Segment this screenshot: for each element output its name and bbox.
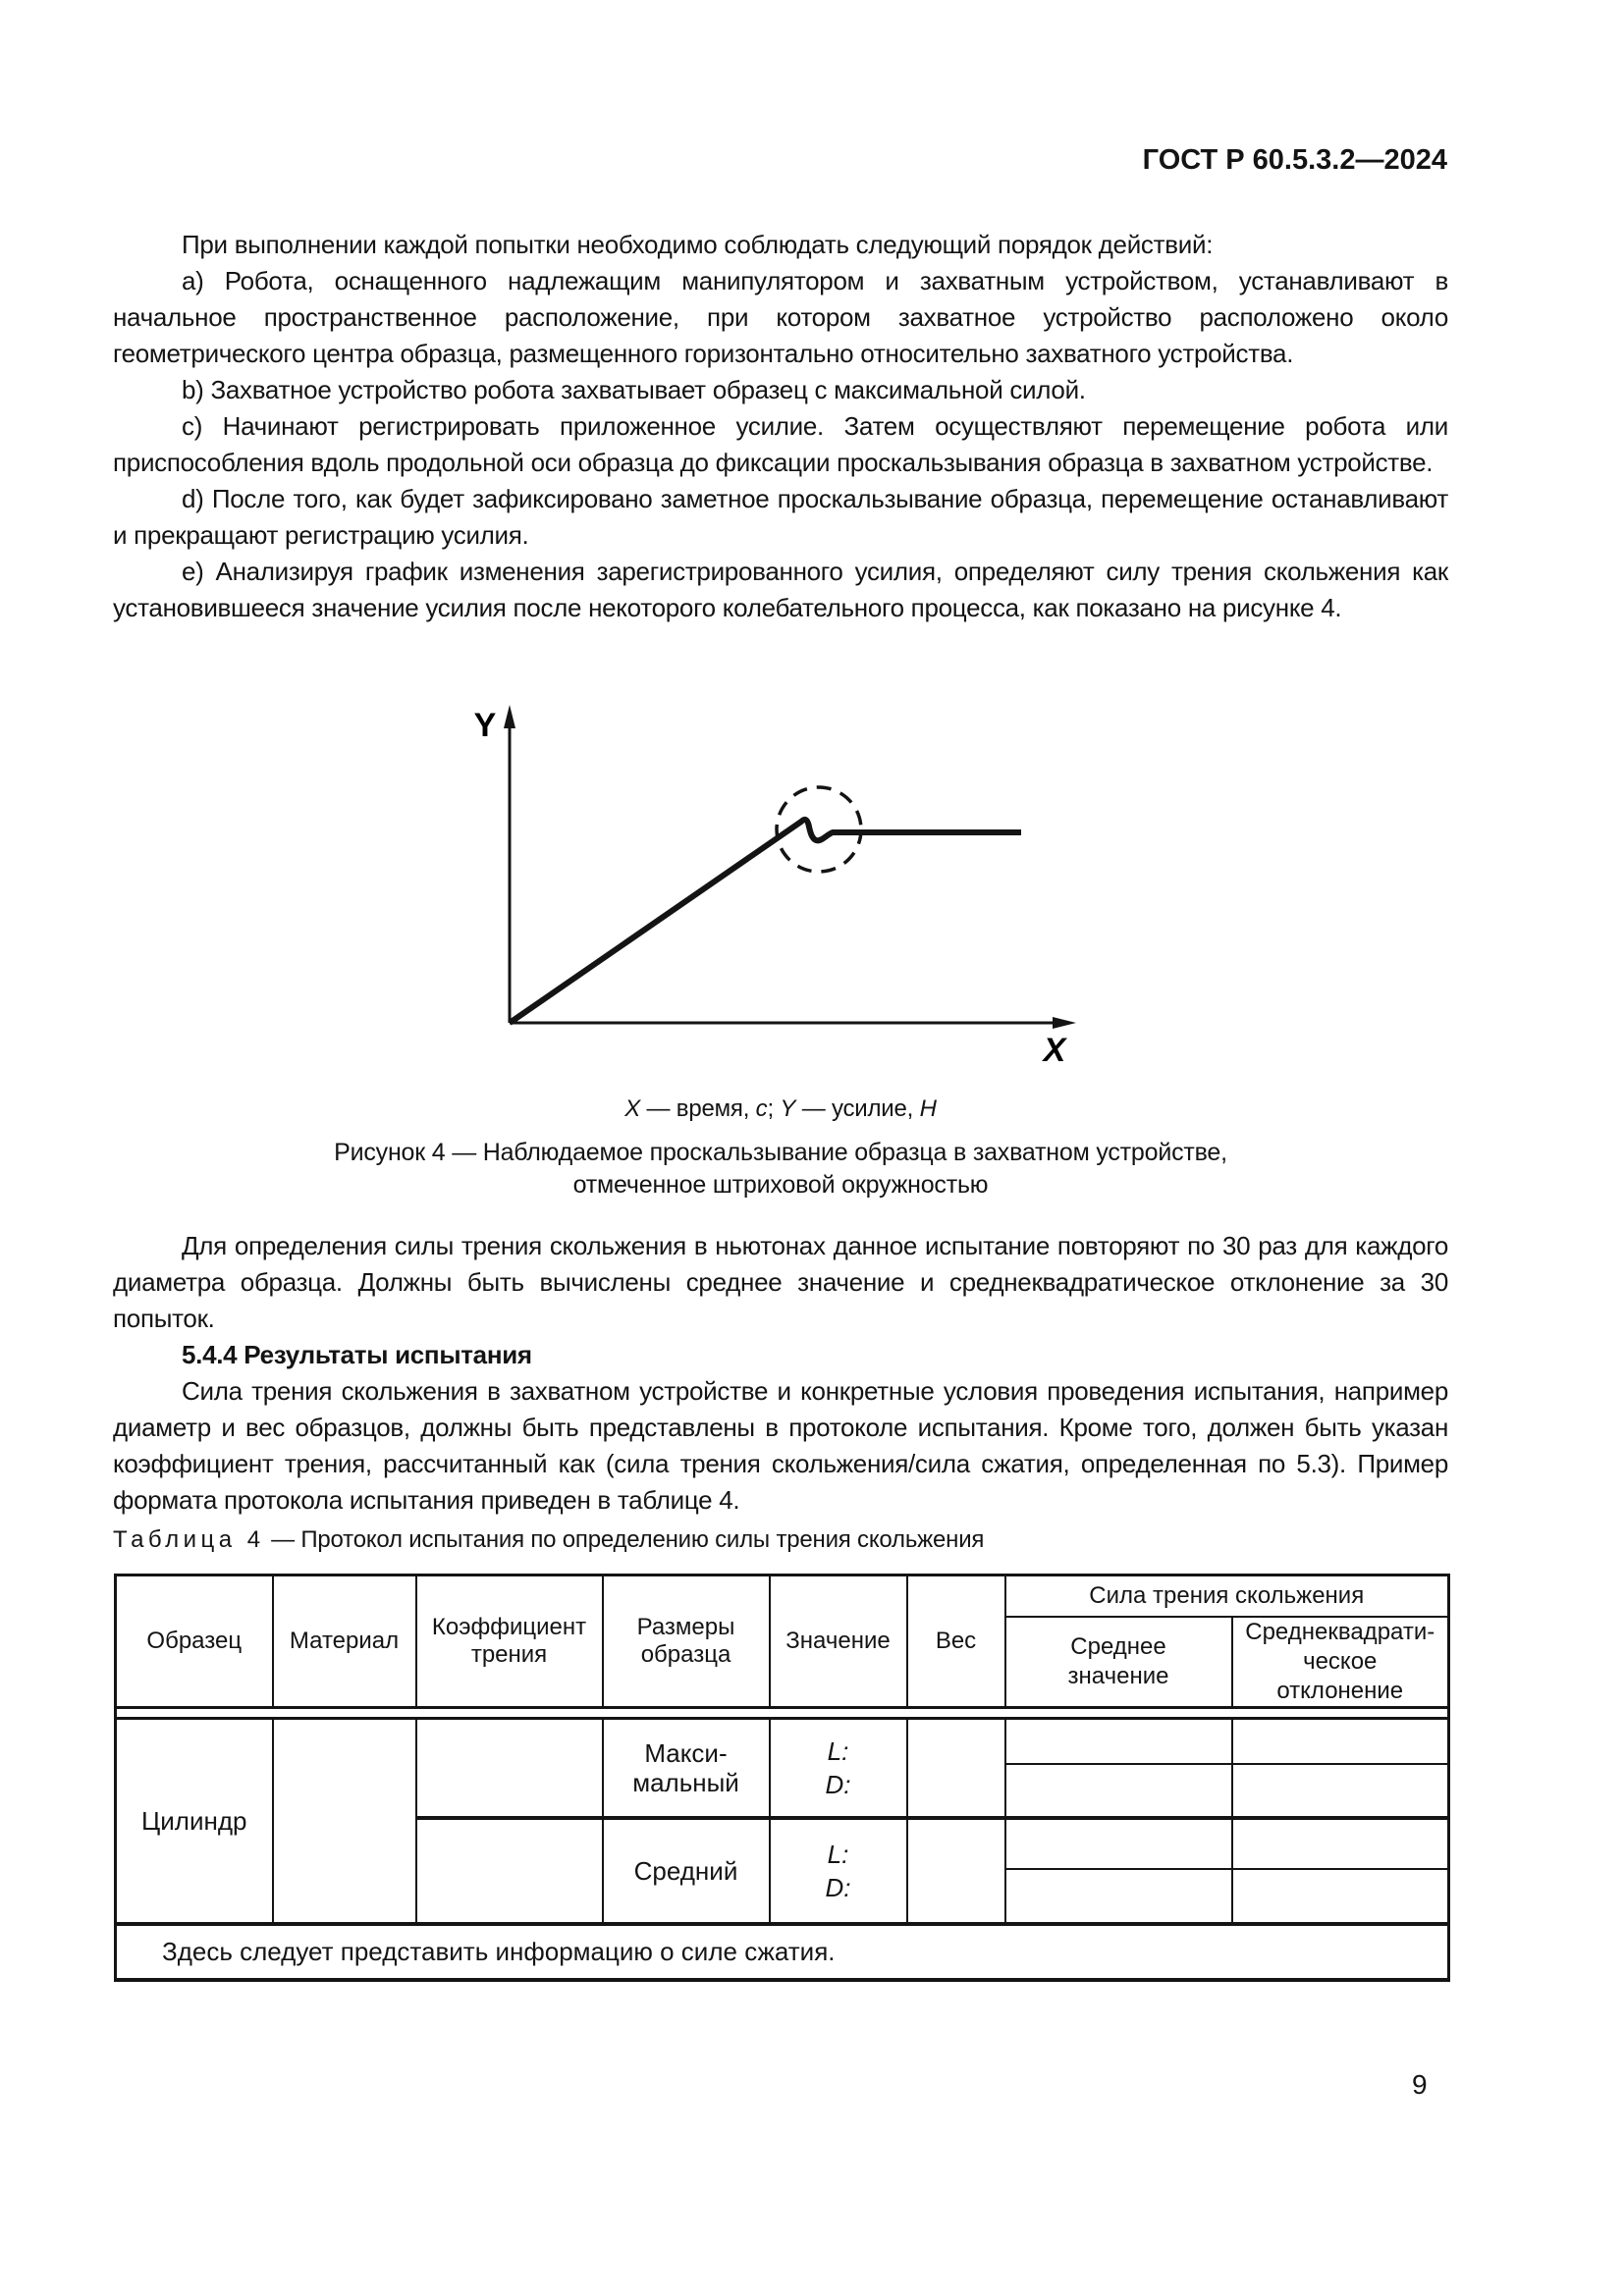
- x-axis-label: X: [1043, 1032, 1066, 1069]
- cell-rms-empty: [1232, 1818, 1449, 1869]
- col-header-mean-value: Среднее значение: [1005, 1617, 1232, 1708]
- x-axis-arrow-icon: [1053, 1017, 1076, 1029]
- cell-friction-coefficient-empty: [416, 1719, 603, 1819]
- table4-caption-text: — Протокол испытания по определению силы трения скольжения: [264, 1526, 985, 1553]
- figure4-caption-line2: отмеченное штриховой окружностью: [572, 1171, 989, 1199]
- procedure-step-d: d) После того, как будет зафиксировано заметное проскальзывание образца, перемещение останавливают и прекращают регистрацию усилия.: [113, 484, 1448, 550]
- doc-number: ГОСТ Р 60.5.3.2—2024: [1142, 144, 1447, 176]
- cell-weight-empty: [907, 1719, 1005, 1819]
- page-number: 9: [1412, 2069, 1428, 2100]
- procedure-section: [113, 227, 1448, 626]
- legend-y-unit: Н: [919, 1095, 937, 1122]
- length-label: L:: [827, 1840, 849, 1869]
- cell-mean-empty: [1005, 1869, 1232, 1924]
- y-axis-label: Y: [473, 707, 497, 744]
- figure4-caption: [113, 1137, 1448, 1201]
- legend-y-var: Y: [780, 1095, 796, 1122]
- force-time-plot: [432, 687, 1110, 1080]
- legend-y-desc: — усилие,: [795, 1095, 920, 1122]
- procedure-step-c: c) Начинают регистрировать приложенное усилие. Затем осуществляют перемещение робота или приспособления вдоль продольной оси образца до фиксации проскальзывания образца в захватном устройстве.: [113, 411, 1448, 477]
- diameter-label: D:: [825, 1770, 851, 1799]
- cell-mean-empty: [1005, 1764, 1232, 1818]
- col-header-sample: Образец: [116, 1575, 273, 1708]
- cell-friction-coefficient-empty: [416, 1818, 603, 1924]
- table-row: [116, 1719, 1449, 1765]
- cell-mean-empty: [1005, 1818, 1232, 1869]
- header-body-gap: [116, 1708, 1449, 1719]
- table4-caption: [113, 1526, 984, 1554]
- results-para-body: Сила трения скольжения в захватном устройстве и конкретные условия проведения испытания, например диаметр и вес образцов, должны быть представлены в протоколе испытания. Кроме того, должен быть указан коэффициент трения, рассчитанный как (сила трения скольжения/сила сжатия, определенная по 5.3). Пример формата протокола испытания приведен в таблице 4.: [113, 1376, 1448, 1515]
- col-header-value: Значение: [770, 1575, 907, 1708]
- legend-x-unit: с: [755, 1095, 768, 1122]
- results-heading: 5.4.4 Результаты испытания: [182, 1340, 532, 1369]
- cell-rms-empty: [1232, 1719, 1449, 1765]
- procedure-step-b: b) Захватное устройство робота захватывает образец с максимальной силой.: [182, 375, 1086, 404]
- force-curve: [510, 820, 1021, 1023]
- cell-size-max: Макси- мальный: [603, 1719, 770, 1819]
- results-para-before: Для определения силы трения скольжения в ньютонах данное испытание повторяют по 30 раз для каждого диаметра образца. Должны быть вычислены среднее значение и среднеквадратическое отклонение за 30 попыток.: [113, 1231, 1448, 1333]
- cell-material-empty: [273, 1719, 416, 1925]
- cell-ld-labels-max: [770, 1719, 907, 1819]
- table4: [114, 1574, 1450, 1982]
- col-header-specimen-dimensions: Размеры образца: [603, 1575, 770, 1708]
- diameter-label: D:: [825, 1873, 851, 1902]
- cell-size-avg: Средний: [603, 1818, 770, 1924]
- col-header-sliding-friction-force: Сила трения скольжения: [1005, 1575, 1449, 1618]
- cell-rms-empty: [1232, 1869, 1449, 1924]
- results-section: [113, 1228, 1448, 1519]
- table4-caption-label: Таблица 4: [113, 1526, 265, 1553]
- col-header-friction-coefficient: Коэффициент трения: [416, 1575, 603, 1708]
- procedure-step-e: e) Анализируя график изменения зарегистрированного усилия, определяют силу трения скольжения как установившееся значение усилия после некоторого колебательного процесса, как показано на рисунке 4.: [113, 557, 1448, 622]
- col-header-rms-deviation: Среднеквадрати- ческое отклонение: [1232, 1617, 1449, 1708]
- legend-x-var: X: [624, 1095, 641, 1122]
- figure4-graph: [432, 687, 1110, 1080]
- cell-weight-empty: [907, 1818, 1005, 1924]
- legend-x-desc: — время,: [640, 1095, 756, 1122]
- col-header-weight: Вес: [907, 1575, 1005, 1708]
- procedure-intro: При выполнении каждой попытки необходимо соблюдать следующий порядок действий:: [182, 230, 1214, 259]
- cell-mean-empty: [1005, 1719, 1232, 1765]
- y-axis-arrow-icon: [504, 705, 515, 728]
- table-footer-note: Здесь следует представить информацию о силе сжатия.: [116, 1924, 1449, 1980]
- table-footer-row: [116, 1924, 1449, 1980]
- length-label: L:: [827, 1736, 849, 1766]
- figure4-legend: [113, 1095, 1448, 1123]
- cell-rms-empty: [1232, 1764, 1449, 1818]
- procedure-step-a: a) Робота, оснащенного надлежащим манипулятором и захватным устройством, устанавливают в начальное пространственное расположение, при котором захватное устройство расположено около геометрического центра образца, размещенного горизонтально относительно захватного устройства.: [113, 266, 1448, 368]
- legend-separator: ;: [767, 1095, 781, 1122]
- cell-sample-type: Цилиндр: [116, 1719, 273, 1925]
- col-header-material: Материал: [273, 1575, 416, 1708]
- cell-ld-labels-avg: [770, 1818, 907, 1924]
- figure4-caption-line1: Рисунок 4 — Наблюдаемое проскальзывание образца в захватном устройстве,: [334, 1139, 1227, 1166]
